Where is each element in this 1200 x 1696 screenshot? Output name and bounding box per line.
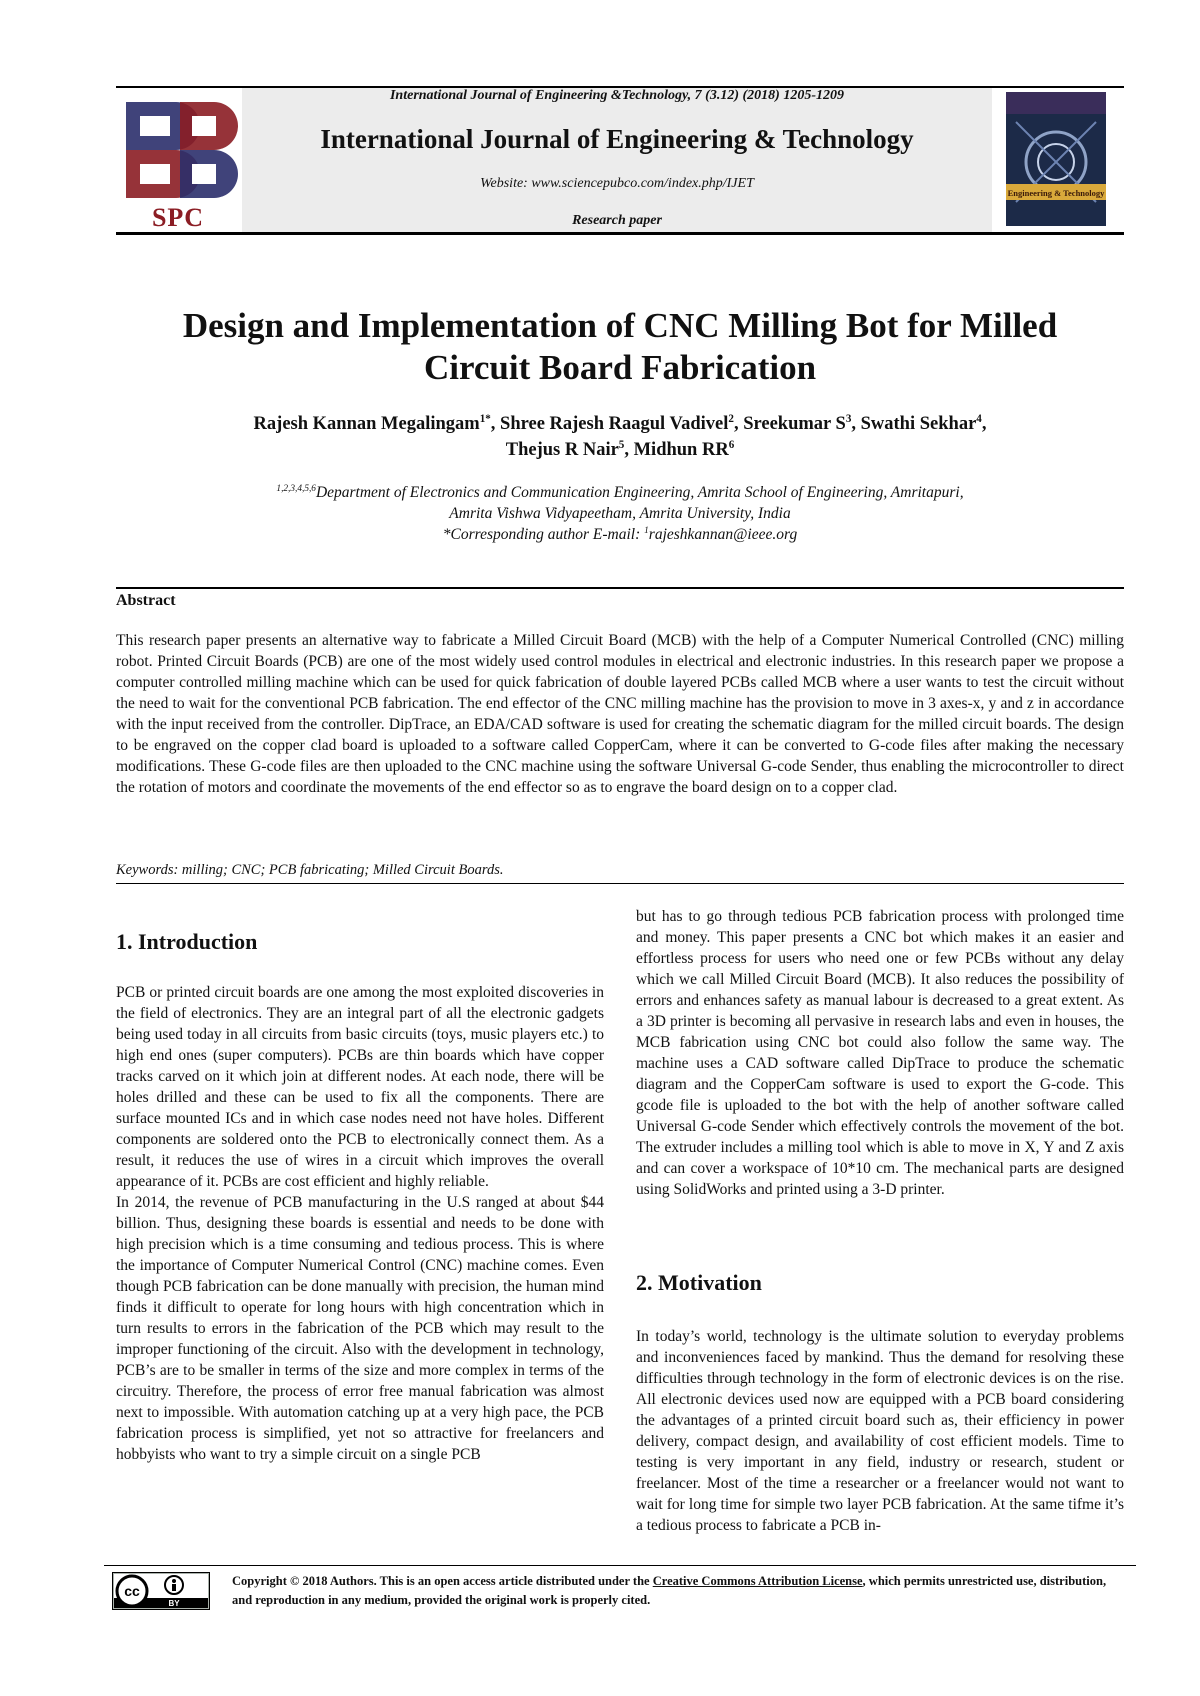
paper-type: Research paper	[572, 213, 662, 228]
footer-rule	[104, 1565, 1136, 1566]
keywords-label: Keywords	[116, 862, 174, 878]
left-column	[116, 982, 604, 1465]
author-affiliation-mark: 3	[845, 412, 852, 425]
paper-title-line: Circuit Board Fabrication	[423, 348, 817, 387]
abstract-text: This research paper presents an alternative way to fabricate a Milled Circuit Board (MCB) with the help of a Computer Numerical Controlled (CNC) milling robot. Printed Circuit Boards (PCB) are one of the most widely used control modules in electrical and electronic industries. In this research paper we propose a computer controlled milling machine which can be used for quick fabrication of double layered PCBs called MCB where a user wants to test the circuit without the need to wait for the conventional PCB fabrication. The end effector of the CNC milling machine has the provision to move in 3 axes-x, y and z in accordance with the input received from the controller. DipTrace, an EDA/CAD software is used for creating the schematic diagram for the milled circuit boards. The design to be engraved on the copper clad board is uploaded to a software called CopperCam, where it can be converted to G-code files after making the necessary modifications. These G-code files are then uploaded to the CNC machine using the software Universal G-code Sender, thus enabling the microcontroller to direct the rotation of motors and coordinate the movements of the end effector so as to engrave the board design on to a copper clad.	[116, 632, 1124, 796]
intro-paragraph-continued: but has to go through tedious PCB fabrication process with prolonged time and money. This paper presents a CNC bot which makes it an easier and effortless process for users who need one or few PCBs without any delay which we call Milled Circuit Board (MCB). It also reduces the possibility of errors and enhances safety as manual labour is decreased to a great extent. As a 3D printer is becoming all pervasive in research labs and even in houses, the MCB fabrication using CNC bot could also follow the same way. The machine uses a CAD software called DipTrace to produce the schematic diagram and the CopperCam software is used to export the G-code. This gcode file is uploaded to the bot with the help of another software called Universal G-code Sender which effectively controls the movement of the bot. The extruder includes a milling tool which is able to move in X, Y and Z axis and can cover a workspace of 10*10 cm. The mechanical parts are designed using SolidWorks and printed using a 3-D printer.	[636, 908, 1124, 1198]
author-affiliation-mark: 2	[728, 412, 734, 425]
author-affiliation-mark: 5	[618, 438, 625, 451]
keywords-list: : milling; CNC; PCB fabricating; Milled Circuit Boards.	[173, 862, 504, 878]
author-list	[100, 411, 1140, 463]
corresponding-email-link[interactable]: rajeshkannan@ieee.org	[648, 526, 798, 543]
affiliation-block	[100, 482, 1140, 545]
citation-line: International Journal of Engineering &Technology, 7 (3.12) (2018) 1205-1209	[389, 88, 844, 103]
journal-header-box	[242, 88, 992, 232]
author-name: Swathi Sekhar	[860, 414, 977, 434]
journal-name: International Journal of Engineering & Technology	[320, 124, 914, 154]
affiliation-line: $^{1,2,3,4,5,6}$Department of Electronics and Communication Engineering, Amrita School of Engineering, Amritapuri,	[276, 483, 964, 501]
author-affiliation-mark: 6	[728, 438, 735, 451]
introduction-heading: 1. Introduction	[116, 929, 258, 954]
by-label: BY	[168, 1599, 180, 1608]
author-name: Thejus R Nair	[505, 440, 619, 460]
intro-paragraph: In 2014, the revenue of PCB manufacturing in the U.S ranged at about $44 billion. Thus, designing these boards is essential and needs to be done with high precision which is a time consuming and tedious process. This is where the importance of Computer Numerical Control (CNC) machine comes. Even though PCB fabrication can be done manually with precision, the human mind finds it difficult to operate for long hours with high concentration which in turn results to errors in the fabrication of the PCB which may result to the improper functioning of the circuit. Also with the development in technology, PCB’s are to be smaller in terms of the size and more complex in terms of the circuitry. Therefore, the process of error free manual fabrication was almost next to impossible. With automation catching up at a very high pace, the PCB fabrication process is simplified, yet not so attractive for freelancers and hobbyists who want to try a simple circuit on a single PCB	[116, 1194, 604, 1463]
motivation-heading: 2. Motivation	[636, 1270, 762, 1295]
keywords-line	[116, 862, 1124, 879]
author-line: Rajesh Kannan Megalingam$^{1*}$, Shree Rajesh Raagul Vadivel$^2$, Sreekumar $S^3$, Swathi Sekhar$^4$,	[253, 412, 987, 434]
author-name: Sreekumar S	[743, 414, 846, 434]
author-name: Rajesh Kannan Megalingam	[253, 414, 480, 434]
author-affiliation-mark: 4	[976, 412, 982, 425]
affiliation-mark: 1,2,3,4,5,6	[276, 483, 316, 494]
cover-caption: Engineering & Technology	[1007, 188, 1105, 198]
corresponding-author: *Corresponding author E-mail: $^1$rajeshkannan@ieee.org	[442, 525, 798, 543]
right-column-bottom	[636, 1326, 1124, 1536]
header-rule-bottom	[116, 232, 1124, 235]
author-affiliation-mark: 1*	[479, 412, 491, 425]
paper-title-line: Design and Implementation of CNC Milling Bot for Milled	[182, 306, 1058, 345]
abstract-rule-top	[116, 587, 1124, 589]
creative-commons-license-link[interactable]: Creative Commons Attribution License	[652, 1574, 863, 1588]
author-name: Midhun RR	[633, 440, 729, 460]
cc-icon: cc	[124, 1583, 140, 1599]
right-column-top	[636, 906, 1124, 1200]
intro-paragraph: PCB or printed circuit boards are one among the most exploited discoveries in the field of electronics. They are an integral part of all the electronic gadgets being used today in all circuits from basic circuits (toys, music players etc.) to high end ones (super computers). PCBs are thin boards which have copper tracks carved on it which join at different nodes. At each node, there will be holes drilled and these can be used to fix all the components. There are surface mounted ICs and in which case nodes need not have holes. Different components are soldered onto the PCB to electronically connect them. As a result, it reduces the use of wires in a circuit which improves the overall appearance of it. PCBs are cost efficient and highly reliable.	[116, 984, 604, 1190]
author-name: Shree Rajesh Raagul Vadivel	[500, 414, 729, 434]
journal-cover-image	[1006, 92, 1106, 226]
motivation-paragraph: In today’s world, technology is the ultimate solution to everyday problems and inconveniences faced by mankind. Thus the demand for resolving these difficulties through technology in the form of electronic devices is on the rise. All electronic devices used now are equipped with a PCB board considering the advantages of a printed circuit board such as, their efficiency in power delivery, compact design, and availability of cost efficient models. Time to testing is very important in any field, industry or research, student or freelancer. Most of the time a researcher or a freelancer would not want to wait for long time for simple two layer PCB fabrication. At the same tifme it’s a tedious process to fabricate a PCB in-	[636, 1328, 1124, 1534]
affiliation-line: Amrita Vishwa Vidyapeetham, Amrita University, India	[449, 505, 791, 522]
author-line: Thejus R Nair$^5$, Midhun $RR^6$	[505, 438, 735, 460]
publisher-logo-text: SPC	[151, 203, 205, 232]
abstract-rule-bottom	[116, 883, 1124, 884]
journal-website[interactable]: Website: www.sciencepubco.com/index.php/IJET	[480, 176, 754, 191]
abstract-heading: Abstract	[116, 592, 176, 609]
cc-by-license-icon[interactable]	[112, 1572, 210, 1610]
paper-title	[100, 305, 1140, 389]
license-notice: Copyright © 2018 Authors. This is an open access article distributed under the Creative Commons Attribution License, which permits unrestricted use, distribution, and reproduction in any medium, provided the original work is properly cited.	[232, 1574, 1107, 1607]
